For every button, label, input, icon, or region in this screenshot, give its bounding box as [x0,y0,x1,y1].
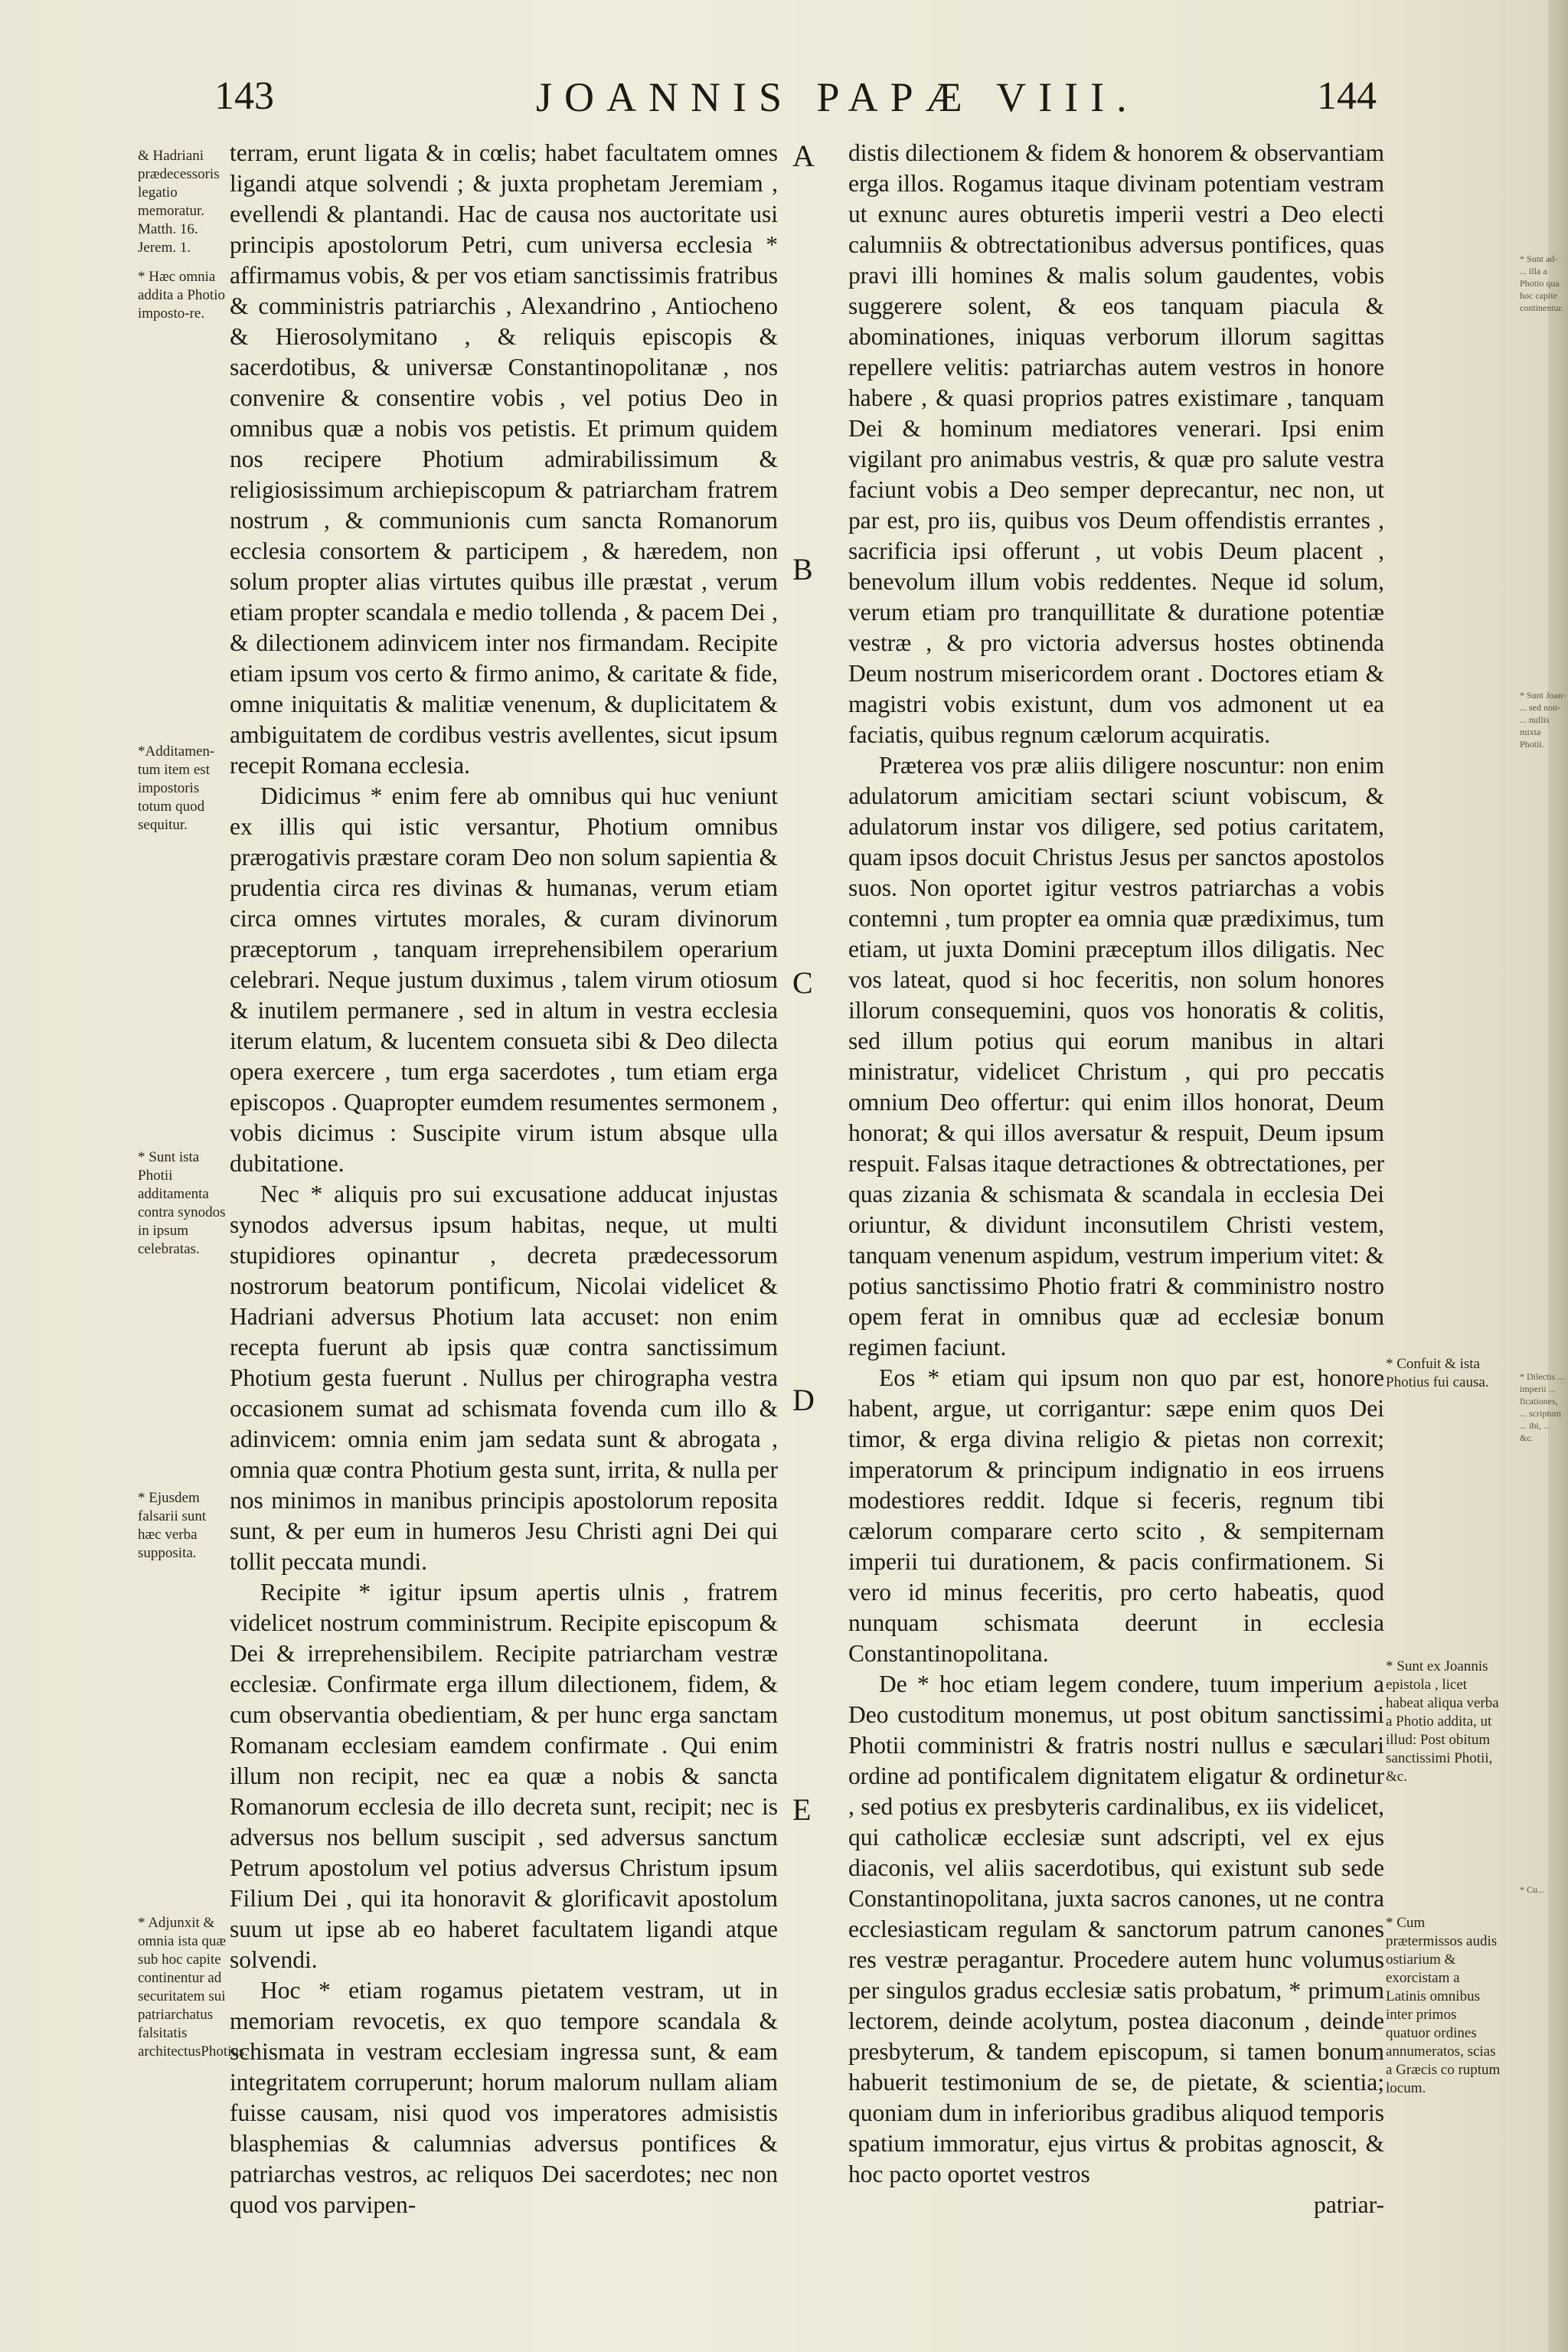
paragraph: De * hoc etiam legem condere, tuum imperium a Deo custoditum monemus, ut post obitum sanctissimi Photii comministri & fratris nostri nullus e sæculari ordine ad pontificalem dignitatem eligatur & ordinetur , sed potius ex presbyteris cardinalibus, ex iis videlicet, qui catholicæ ecclesiæ sunt adscripti, vel ex ejus diaconis, vel aliis sacerdotibus, qui existunt sub sede Constantinopolitana, juxta sacros canones, ut ne contra ecclesiasticam regulam & sanctorum patrum canones res vestræ peragantur. Procedere autem hunc volumus per singulos gradus ecclesiæ satis probatum, * primum lectorem, deinde acolytum, postea diaconum , deinde presbyterum, & tandem episcopum, si tamen bonum habuerit testimonium de se, de pietate, & scientia; quoniam dum in inferioribus gradibus aliquod temporis spatium immoratur, ejus virtus & probitas agnoscit, & hoc pacto oportet vestros [848,1671,1384,2187]
margin-note-right-2: * Sunt ex Joannis epistola , licet habeat aliqua verba a Photio addita, ut illud: Post obitum sanctissimi Photii, &c. [1386,1658,1499,1785]
section-letter-e: E [792,1792,812,1827]
paragraph: terram, erunt ligata & in cœlis; habet facultatem omnes ligandi atque solvendi ; & juxta prophetam Jeremiam , evellendi & plantandi. Hac de causa nos auctoritate usi principis apostolorum Petri, cum universa ecclesia * affirmamus vobis, & per vos etiam sanctissimis fratribus & comministris patriarchis , Alexandrino , Antiocheno & Hierosolymitano , & reliquis episcopis & sacerdotibus, & universæ Constantinopolitanæ , nos convenire & consentire vobis , vel potius Deo in omnibus quæ a nobis vos petistis. Et primum quidem nos recipere Photium admirabilissimum & religiosissimum archiepiscopum & patriarcham fratrem nostrum , & communionis cum sancta Romanorum ecclesia consortem & participem , & hæredem, non solum propter alias virtutes quibus ille præstat , verum etiam propter scandala e medio tollenda , & pacem Dei , & dilectionem adinvicem inter nos firmandam. Recipite etiam ipsum vos certo & firmo animo, & caritate & fide, omne iniquitatis & malitiæ venenum, & duplicitatem & ambiguitatem de cordibus vestris avellentes, sicut ipsum recepit Romana ecclesia. [230,139,778,779]
page-number-right: 144 [1317,74,1377,118]
section-letter-a: A [792,139,815,173]
text-column-left [230,138,778,2220]
section-letter-c: C [792,965,813,1000]
bleed-note-2: * Sunt Joan- ... sed non- ... nullis mixta Photii. [1520,690,1566,750]
page-gutter-bleed [1548,0,1568,2352]
margin-note-left-1: & Hadriani prædecessoris legatio memoratur. Matth. 16. Jerem. 1. [138,148,220,256]
margin-note-left-6: * Adjunxit & omnia ista quæ sub hoc capite continentur ad securitatem sui patriarchatus falsitatis architectusPhotius. [138,1915,249,2060]
paragraph: Nec * aliquis pro sui excusatione adducat injustas synodos adversus ipsum habitas, neque, ut multi stupidiores opinantur , decreta prædecessorum nostrorum beatorum pontificum, Nicolai videlicet & Hadriani adversus Photium lata accuset: non enim recepta fuerunt ab ipsis quæ contra sanctissimum Photium gesta fuerunt . Nullus per chirographa vestra occasionem sumat ad schismata fovenda cum illo & adinvicem: omnia enim jam sedata sunt & abrogata , omnia quæ contra Photium gesta sunt, irrita, & nulla per nos minimos in manibus principis apostolorum reposita sunt, & per eum in humeros Jesu Christi agni Dei qui tollit peccata mundi. [230,1181,778,1575]
section-letter-b: B [792,552,813,586]
paragraph: Didicimus * enim fere ab omnibus qui huc veniunt ex illis qui istic versantur, Photium omnibus prærogativis præstare coram Deo non solum sapientia & prudentia circa res divinas & humanas, verum etiam circa omnes virtutes morales, & curam divinorum præceptorum , tanquam irreprehensibilem operarium celebrari. Neque justum duximus , talem virum otiosum & inutilem permanere , sed in altum in vestra ecclesia iterum elatum, & lucentem consueta sibi & Deo dilecta opera exercere , tum erga sacerdotes , tum etiam erga episcopos . Quapropter eumdem resumentes sermonem , vobis dicimus : Suscipite virum istum absque ulla dubitatione. [230,782,778,1177]
paragraph: Eos * etiam qui ipsum non quo par est, honore habent, argue, ut corrigantur: sæpe enim quos Dei timor, & erga divina religio & pietas non correxit; imperatorum & principum indignatio in eos irruens modestiores reddit. Idque si feceris, regnum tibi cælorum comparare certo scito , & sempiternam imperii tui durationem, & pacis confirmationem. Si vero id minus feceritis, pro certo habeatis, quod nunquam schismata deerunt in ecclesia Constantinopolitana. [848,1364,1384,1667]
bleed-note-4: * Cu... [1520,1884,1545,1895]
bleed-note-3: * Dilectis ... imperii ... ficationes, ... scriptum ... ibi, ... &c. [1520,1371,1565,1443]
margin-note-right-1: * Confuit & ista Photius fui causa. [1386,1356,1489,1390]
margin-note-left-5: * Ejusdem falsarii sunt hæc verba supposita. [138,1490,207,1561]
text-column-right [848,138,1384,2220]
section-letter-d: D [792,1383,815,1417]
margin-note-right-3: * Cum prætermissos audis ostiarium & exorcistam a Latinis omnibus inter primos quatuor ordines annumeratos, scias a Græcis co ruptum locum. [1386,1915,1501,2096]
paragraph: Hoc * etiam rogamus pietatem vestram, ut in memoriam revocetis, ex quo tempore scandala & schismata in vestram ecclesiam ingressa sunt, & eam integritatem corruperunt; horum malorum nullam aliam fuisse causam, nisi quod vos imperatores admisistis blasphemias & calumnias adversus pontifices & patriarchas vestros, ac reliquos Dei sacerdotes; nec non quod vos parvipen- [230,1977,778,2218]
page-number-left: 143 [214,74,274,118]
margin-note-left-2: * Hæc omnia addita a Photio imposto-re. [138,269,225,322]
margin-note-left-3: *Additamen-tum item est impostoris totum quod sequitur. [138,743,215,833]
running-header [0,74,1568,142]
bleed-note-1: * Sunt ad- ... illa a Photio qua hoc capite continentur. [1520,253,1563,313]
paragraph: Præterea vos præ aliis diligere noscuntur: non enim adulatorum amicitiam sectari sciunt vobiscum, & adulatorum instar vos diligere, sed potius caritatem, quam ipsos docuit Christus Jesus per sanctos apostolos suos. Non oportet igitur vestros patriarchas a vobis contemni , tum propter ea omnia quæ prædiximus, tum etiam, ut juxta Domini præceptum illos diligatis. Nec vos lateat, quod si hoc feceritis, non solum honores illorum consequemini, quos vos honoratis & colitis, sed illum potius qui eorum manibus in altari ministratur, videlicet Christum , qui pro peccatis omnium Deo offertur: qui enim illos honorat, Deum honorat; & qui illos aversatur & respuit, Deum ipsum respuit. Falsas itaque detractiones & obtrectationes, per quas zizania & schismata & scandala in ecclesia Dei oriuntur, & dividunt inconsutilem Christi vestem, tanquam venenum aspidum, vestrum imperium vitet: & potius sanctissimo Photio fratri & comministro nostro opem ferat in omnibus quæ ad ecclesiæ bonum regimen faciunt. [848,752,1384,1361]
catchword: patriar- [1313,2191,1384,2218]
paragraph: Recipite * igitur ipsum apertis ulnis , fratrem videlicet nostrum comministrum. Recipite episcopum & Dei & irreprehensibilem. Recipite patriarcham vestræ ecclesiæ. Confirmate erga illum dilectionem, fidem, & cum observantia obedientiam, & per hunc erga sanctam Romanam ecclesiam eamdem confirmate . Qui enim illum non recipit, nec ea quæ a nobis & sancta Romanorum ecclesia de illo decreta sunt, recipit; nec is adversus nos bellum suscipit , sed adversus sanctum Petrum apostolum vel potius adversus Christum ipsum Filium Dei , qui ita honoravit & glorificavit apostolum suum ut ipse ab eo haberet facultatem ligandi atque solvendi. [230,1579,778,1973]
paragraph: distis dilectionem & fidem & honorem & observantiam erga illos. Rogamus itaque divinam potentiam vestram ut exnunc aures obturetis imperii vestri a Deo electi calumniis & obtrectationibus adversus pontifices, quas pravi illi homines & malis solum gaudentes, vobis suggerere solent, & eos tanquam piacula & abominationes, iniquas verborum illorum sagittas repellere velitis: patriarchas autem vestros in honore habere , & quasi proprios patres existimare , tanquam Dei & hominum mediatores venerari. Ipsi enim vigilant pro animabus vestris, & quæ pro salute vestra faciunt vobis a Deo semper deprecantur, nec non, ut par est, pro iis, quibus vos Deum offendistis errantes , sacrificia ipsi offerunt , ut vobis Deum placent , benevolum illum vobis reddentes. Neque id solum, verum etiam pro tranquillitate & duratione potentiæ vestræ , & pro victoria adversus hostes obtinenda Deum nostrum misericordem orant . Doctores etiam & magistri vobis existunt, dum vos admonent ut ea faciatis, quibus regnum cælorum acquiratis. [848,139,1384,748]
margin-note-left-4: * Sunt ista Photii additamenta contra synodos in ipsum celebratas. [138,1149,226,1257]
running-title: JOANNIS PAPÆ VIII. [536,74,1139,120]
